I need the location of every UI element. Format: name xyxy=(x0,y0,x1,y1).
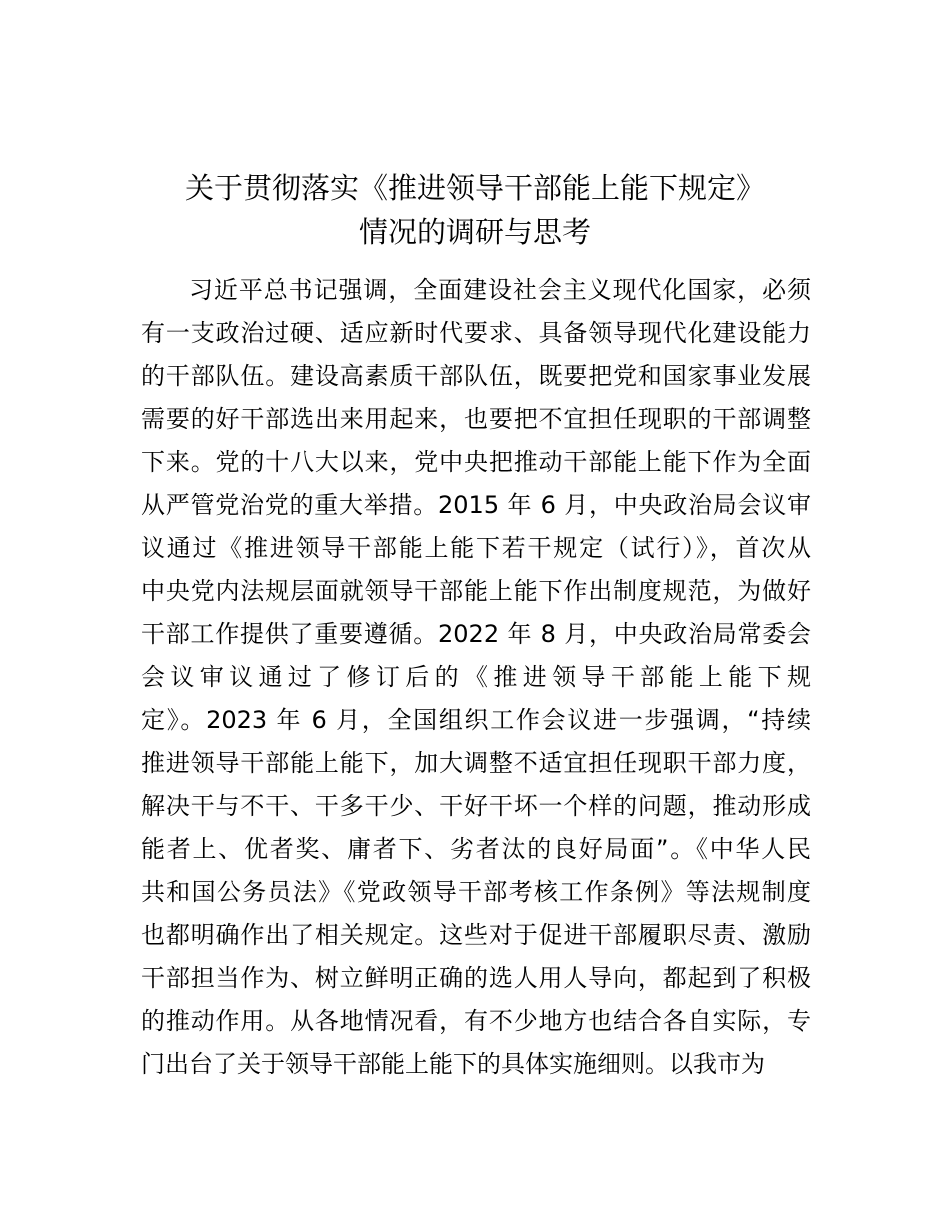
body-line: 定》。2023 年 6 月，全国组织工作会议进一步强调，“持续 xyxy=(141,706,811,734)
body-line: 能者上、优者奖、庸者下、劣者汰的良好局面”。《中华人民 xyxy=(141,835,811,863)
body-line: 推进领导干部能上能下，加大调整不适宜担任现职干部力度， xyxy=(141,749,811,777)
body-line: 有一支政治过硬、适应新时代要求、具备领导现代化建设能力 xyxy=(141,319,811,347)
body-line: 会议审议通过了修订后的《推进领导干部能上能下规 xyxy=(141,663,811,691)
body-line: 中央党内法规层面就领导干部能上能下作出制度规范，为做好 xyxy=(141,577,811,605)
body-line: 解决干与不干、干多干少、干好干坏一个样的问题，推动形成 xyxy=(141,792,811,820)
body-line: 也都明确作出了相关规定。这些对于促进干部履职尽责、激励 xyxy=(141,921,811,949)
body-line: 下来。党的十八大以来，党中央把推动干部能上能下作为全面 xyxy=(141,448,811,476)
document-title-line-2: 情况的调研与思考 xyxy=(358,215,591,249)
body-line: 从严管党治党的重大举措。2015 年 6 月，中央政治局会议审 xyxy=(141,491,811,519)
body-line: 共和国公务员法》《党政领导干部考核工作条例》等法规制度 xyxy=(141,878,811,906)
document-title-line-1: 关于贯彻落实《推进领导干部能上能下规定》 xyxy=(184,171,765,205)
body-line: 的干部队伍。建设高素质干部队伍，既要把党和国家事业发展 xyxy=(141,362,811,390)
body-line: 门出台了关于领导干部能上能下的具体实施细则。以我市为 xyxy=(141,1050,765,1078)
body-line: 议通过《推进领导干部能上能下若干规定（试行）》，首次从 xyxy=(141,534,811,562)
body-line: 需要的好干部选出来用起来，也要把不宜担任现职的干部调整 xyxy=(141,405,811,433)
body-line: 的推动作用。从各地情况看，有不少地方也结合各自实际，专 xyxy=(141,1007,811,1035)
body-line: 干部担当作为、树立鲜明正确的选人用人导向，都起到了积极 xyxy=(141,964,811,992)
body-line: 习近平总书记强调，全面建设社会主义现代化国家，必须 xyxy=(189,276,811,304)
body-line: 干部工作提供了重要遵循。2022 年 8 月，中央政治局常委会 xyxy=(141,620,811,648)
